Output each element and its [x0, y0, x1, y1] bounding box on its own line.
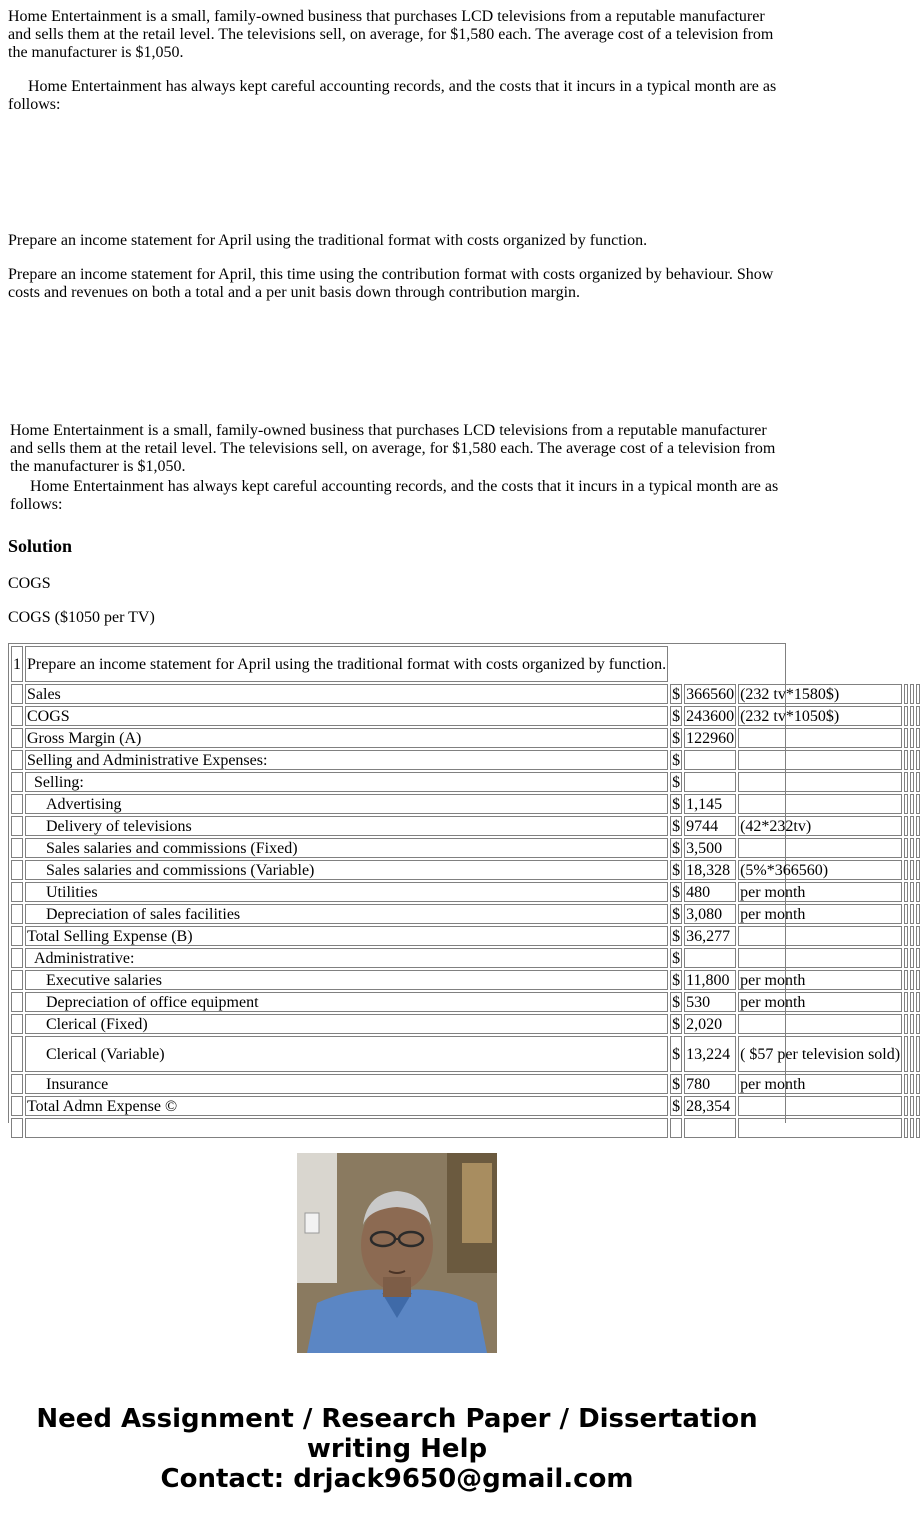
- row-empty-cell: [904, 838, 908, 858]
- row-amount: 3,080: [684, 904, 736, 924]
- row-index-cell: [11, 728, 23, 748]
- row-currency: $: [672, 993, 681, 1011]
- row-empty-cell: [904, 1014, 908, 1034]
- row-empty-cell: [916, 706, 920, 726]
- row-amount: [684, 750, 736, 770]
- row-empty-cell: [916, 816, 920, 836]
- row-index-cell: [11, 1014, 23, 1034]
- row-label: Delivery of televisions: [25, 816, 668, 836]
- row-amount: [684, 772, 736, 792]
- table-title: Prepare an income statement for April using the traditional format with costs organized by function.: [25, 646, 668, 682]
- table-row: [11, 926, 920, 946]
- row-empty-cell: [910, 882, 914, 902]
- row-label: Insurance: [25, 1074, 668, 1094]
- row-empty-cell: [910, 1074, 914, 1094]
- row-index-cell: [11, 1036, 23, 1072]
- row-empty-cell: [904, 1118, 908, 1138]
- row-note: [738, 926, 902, 946]
- table-row: [11, 1074, 920, 1094]
- row-label: Selling:: [25, 772, 668, 792]
- table-row: [11, 838, 920, 858]
- question-1: Prepare an income statement for April using the traditional format with costs organized by function.: [8, 232, 648, 249]
- row-note: [738, 838, 902, 858]
- row-amount: 780: [684, 1074, 736, 1094]
- row-currency: $: [672, 773, 681, 791]
- intro-paragraph-2: Home Entertainment has always kept careful accounting records, and the costs that it incurs in a typical month are as follows:: [8, 78, 777, 113]
- row-index-cell: [11, 772, 23, 792]
- row-note: [738, 1118, 902, 1138]
- row-amount: 243600: [686, 707, 735, 725]
- row-empty-cell: [910, 992, 914, 1012]
- row-index-cell: [11, 882, 23, 902]
- row-empty-cell: [910, 772, 914, 792]
- row-index-cell: [11, 948, 23, 968]
- row-currency: $: [672, 817, 681, 835]
- row-index-cell: [11, 1096, 23, 1116]
- row-currency: $: [672, 861, 681, 879]
- row-index-cell: [11, 992, 23, 1012]
- row-empty-cell: [910, 970, 914, 990]
- table-row: [11, 860, 920, 880]
- row-note: [738, 1096, 902, 1116]
- row-currency: $: [672, 971, 681, 989]
- row-amount: 530: [684, 992, 736, 1012]
- row-empty-cell: [910, 904, 914, 924]
- question-number: 1: [11, 646, 23, 682]
- row-currency: $: [672, 839, 681, 857]
- table-row: [11, 816, 920, 836]
- row-note: [738, 772, 902, 792]
- row-note: per month: [738, 1074, 902, 1094]
- row-empty-cell: [910, 926, 914, 946]
- solution-heading: Solution: [8, 536, 73, 556]
- row-currency: $: [670, 1036, 682, 1072]
- row-label: COGS: [25, 706, 668, 726]
- row-empty-cell: [904, 816, 908, 836]
- row-note: (42*232tv): [738, 816, 902, 836]
- row-index-cell: [11, 1074, 23, 1094]
- table-row: [11, 992, 920, 1012]
- row-empty-cell: [904, 1036, 908, 1072]
- row-empty-cell: [904, 948, 908, 968]
- row-empty-cell: [910, 750, 914, 770]
- row-note: [738, 1014, 902, 1034]
- row-empty-cell: [904, 904, 908, 924]
- row-index-cell: [11, 970, 23, 990]
- row-index-cell: [11, 750, 23, 770]
- table-row: [11, 1118, 920, 1138]
- intro-paragraph-1: Home Entertainment is a small, family-owned business that purchases LCD televisions from a reputable manufacturer and sells them at the retail level. The televisions sell, on average, for $1,580 each. The average cost of a television from the manufacturer is $1,050.: [8, 8, 774, 61]
- row-empty-cell: [910, 860, 914, 880]
- row-label: Depreciation of office equipment: [25, 992, 668, 1012]
- row-index-cell: [11, 794, 23, 814]
- row-empty-cell: [916, 772, 920, 792]
- row-empty-cell: [910, 1118, 914, 1138]
- row-label: Total Admn Expense ©: [25, 1096, 668, 1116]
- row-currency: $: [672, 905, 681, 923]
- row-note: [738, 794, 902, 814]
- row-label: Executive salaries: [25, 970, 668, 990]
- row-note: per month: [738, 992, 902, 1012]
- row-empty-cell: [910, 948, 914, 968]
- row-amount: 18,328: [684, 860, 736, 880]
- row-currency: $: [672, 795, 681, 813]
- row-amount: 9744: [684, 816, 736, 836]
- table-row: [11, 970, 920, 990]
- row-empty-cell: [910, 728, 914, 748]
- row-amount: 36,277: [684, 926, 736, 946]
- row-note: [738, 728, 902, 748]
- row-amount: 366560: [686, 685, 735, 703]
- row-empty-cell: [904, 750, 908, 770]
- row-label: Advertising: [25, 794, 668, 814]
- row-currency: $: [672, 685, 681, 703]
- ad-line-2: writing Help: [306, 1434, 488, 1464]
- row-currency: [670, 1118, 682, 1138]
- row-label: Utilities: [25, 882, 668, 902]
- row-empty-cell: [916, 794, 920, 814]
- row-amount: 1,145: [684, 794, 736, 814]
- row-label: Sales salaries and commissions (Fixed): [25, 838, 668, 858]
- row-index-cell: [11, 706, 23, 726]
- row-empty-cell: [904, 1096, 908, 1116]
- row-label: Administrative:: [25, 948, 668, 968]
- row-amount: 2,020: [684, 1014, 736, 1034]
- row-currency: $: [672, 927, 681, 945]
- table-title-row: [11, 646, 920, 682]
- row-empty-cell: [916, 882, 920, 902]
- row-empty-cell: [910, 794, 914, 814]
- row-note: [738, 750, 902, 770]
- row-label: Sales: [25, 684, 668, 704]
- row-amount: 3,500: [684, 838, 736, 858]
- row-empty-cell: [910, 838, 914, 858]
- ad-contact-line: Contact: drjack9650@gmail.com: [160, 1464, 634, 1494]
- row-empty-cell: [910, 684, 914, 704]
- row-empty-cell: [916, 992, 920, 1012]
- row-empty-cell: [916, 1036, 920, 1072]
- row-note: (5%*366560): [738, 860, 902, 880]
- row-empty-cell: [916, 926, 920, 946]
- row-note: (232 tv*1050$): [738, 706, 902, 726]
- row-note: per month: [738, 970, 902, 990]
- row-currency: $: [672, 883, 681, 901]
- row-empty-cell: [916, 860, 920, 880]
- row-empty-cell: [916, 1096, 920, 1116]
- row-label: Total Selling Expense (B): [25, 926, 668, 946]
- row-currency: $: [672, 949, 681, 967]
- table-row: [11, 772, 920, 792]
- row-label: Gross Margin (A): [25, 728, 668, 748]
- row-currency: $: [672, 1015, 681, 1033]
- question-2: Prepare an income statement for April, this time using the contribution format with costs organized by behaviour. Show costs and revenues on both a total and a per unit basis down through contribution margin.: [8, 266, 774, 301]
- row-empty-cell: [910, 1014, 914, 1034]
- row-empty-cell: [916, 1118, 920, 1138]
- ad-line-1: Need Assignment / Research Paper / Dissertation: [36, 1404, 758, 1434]
- row-empty-cell: [916, 970, 920, 990]
- row-label: Clerical (Variable): [25, 1036, 668, 1072]
- row-empty-cell: [916, 750, 920, 770]
- row-empty-cell: [904, 970, 908, 990]
- row-amount: 122960: [686, 729, 735, 747]
- table-row: [11, 1014, 920, 1034]
- income-statement-table: [8, 643, 901, 1123]
- row-amount: 480: [684, 882, 736, 902]
- row-label: Selling and Administrative Expenses:: [25, 750, 668, 770]
- row-empty-cell: [916, 1014, 920, 1034]
- table-row: [11, 706, 920, 726]
- row-amount: 28,354: [684, 1096, 736, 1116]
- row-index-cell: [11, 860, 23, 880]
- row-amount: [684, 1118, 736, 1138]
- row-currency: $: [672, 729, 681, 747]
- row-amount: [684, 948, 736, 968]
- row-currency: $: [672, 1097, 681, 1115]
- row-note: (232 tv*1580$): [738, 684, 902, 704]
- row-empty-cell: [904, 992, 908, 1012]
- row-amount: 13,224: [684, 1036, 736, 1072]
- row-index-cell: [11, 926, 23, 946]
- row-note: [738, 948, 902, 968]
- row-empty-cell: [904, 794, 908, 814]
- repeat-paragraph-2: Home Entertainment has always kept careful accounting records, and the costs that it incurs in a typical month are as follows:: [10, 478, 779, 513]
- table-row: [11, 1096, 920, 1116]
- table-row: [11, 684, 920, 704]
- row-amount: 11,800: [684, 970, 736, 990]
- table-row: [11, 1036, 920, 1072]
- row-label: Clerical (Fixed): [25, 1014, 668, 1034]
- row-note: per month: [738, 882, 902, 902]
- table-row: [11, 794, 920, 814]
- row-empty-cell: [910, 706, 914, 726]
- row-empty-cell: [916, 948, 920, 968]
- row-empty-cell: [904, 772, 908, 792]
- row-empty-cell: [916, 1074, 920, 1094]
- solution-cogs-line: COGS: [8, 575, 51, 592]
- row-index-cell: [11, 904, 23, 924]
- row-note: per month: [738, 904, 902, 924]
- row-empty-cell: [904, 926, 908, 946]
- row-empty-cell: [904, 882, 908, 902]
- row-empty-cell: [916, 728, 920, 748]
- table-row: [11, 882, 920, 902]
- row-label: Depreciation of sales facilities: [25, 904, 668, 924]
- row-empty-cell: [904, 706, 908, 726]
- author-photo-icon: [297, 1153, 497, 1353]
- repeat-paragraph-1: Home Entertainment is a small, family-owned business that purchases LCD televisions from a reputable manufacturer and sells them at the retail level. The televisions sell, on average, for $1,580 each. The average cost of a television from the manufacturer is $1,050.: [10, 422, 776, 475]
- table-row: [11, 728, 920, 748]
- row-empty-cell: [910, 1096, 914, 1116]
- row-note: ( $57 per television sold): [738, 1036, 902, 1072]
- row-label: [25, 1118, 668, 1138]
- table-row: [11, 904, 920, 924]
- table-row: [11, 948, 920, 968]
- row-empty-cell: [904, 728, 908, 748]
- row-empty-cell: [910, 816, 914, 836]
- row-index-cell: [11, 684, 23, 704]
- author-avatar: [297, 1153, 497, 1353]
- row-currency: $: [672, 751, 681, 769]
- row-index-cell: [11, 816, 23, 836]
- row-label: Sales salaries and commissions (Variable): [25, 860, 668, 880]
- row-currency: $: [672, 707, 681, 725]
- solution-cogs-per-tv-line: COGS ($1050 per TV): [8, 609, 155, 626]
- row-empty-cell: [916, 684, 920, 704]
- row-empty-cell: [904, 684, 908, 704]
- row-empty-cell: [904, 860, 908, 880]
- row-currency: $: [672, 1075, 681, 1093]
- row-empty-cell: [916, 838, 920, 858]
- row-index-cell: [11, 1118, 23, 1138]
- row-empty-cell: [904, 1074, 908, 1094]
- row-index-cell: [11, 838, 23, 858]
- table-row: [11, 750, 920, 770]
- row-empty-cell: [916, 904, 920, 924]
- row-empty-cell: [910, 1036, 914, 1072]
